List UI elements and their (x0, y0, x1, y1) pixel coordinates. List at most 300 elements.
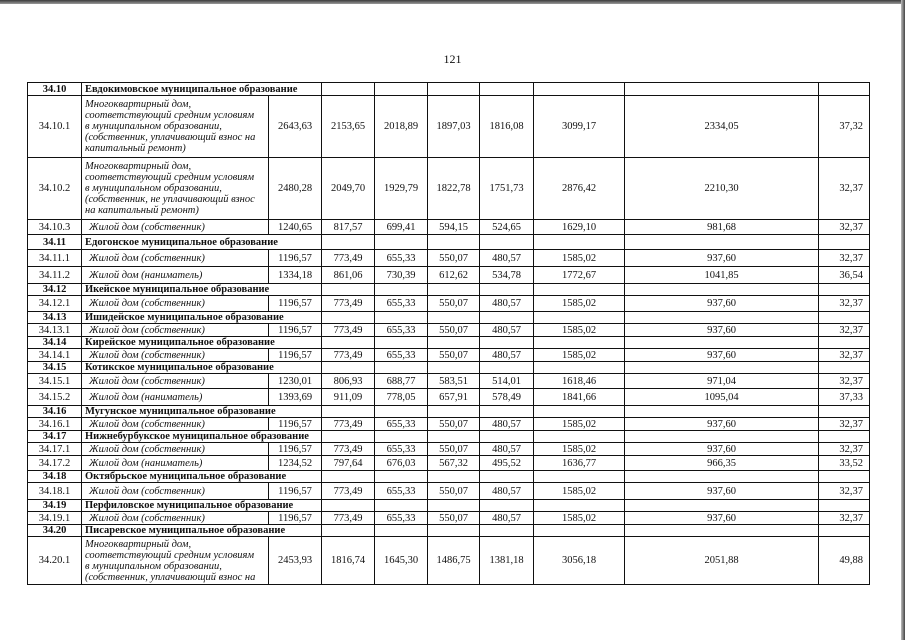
value-cell: 655,33 (375, 418, 428, 431)
section-code: 34.14 (28, 337, 82, 349)
value-cell: 1095,04 (625, 389, 819, 406)
value-cell: 971,04 (625, 374, 819, 389)
value-cell: 1240,65 (269, 220, 322, 235)
empty-cell (534, 525, 625, 537)
value-cell: 1196,57 (269, 418, 322, 431)
description-line: (собственник, не уплачивающий взнос (85, 194, 255, 205)
empty-cell (322, 337, 375, 349)
empty-cell (480, 312, 534, 324)
value-cell: 550,07 (428, 250, 480, 267)
description-line: Жилой дом (собственник) (89, 252, 205, 264)
value-cell: 773,49 (322, 296, 375, 312)
description-line: соответствующий средним условиям (85, 549, 255, 561)
empty-cell (625, 312, 819, 324)
empty-cell (625, 471, 819, 483)
value-cell: 1196,57 (269, 483, 322, 500)
value-cell: 655,33 (375, 443, 428, 456)
description-line: Жилой дом (собственник) (89, 324, 205, 336)
value-cell: 480,57 (480, 349, 534, 362)
value-cell: 2018,89 (375, 96, 428, 158)
empty-cell (534, 83, 625, 96)
value-cell: 1822,78 (428, 158, 480, 220)
row-description (82, 512, 269, 525)
row-description (82, 483, 269, 500)
empty-cell (322, 284, 375, 296)
section-row (28, 525, 870, 537)
value-cell: 1929,79 (375, 158, 428, 220)
section-code: 34.18 (28, 471, 82, 483)
section-title: Икейское муниципальное образование (82, 284, 322, 296)
empty-cell (428, 431, 480, 443)
table-row (28, 349, 870, 362)
row-description (82, 456, 269, 471)
section-code: 34.11 (28, 235, 82, 250)
empty-cell (322, 500, 375, 512)
value-cell: 655,33 (375, 324, 428, 337)
value-cell: 1897,03 (428, 96, 480, 158)
value-cell: 1585,02 (534, 324, 625, 337)
empty-cell (428, 83, 480, 96)
scan-edge-top (0, 0, 905, 4)
section-title: Едогонское муниципальное образование (82, 235, 322, 250)
value-cell: 2480,28 (269, 158, 322, 220)
row-code: 34.14.1 (28, 349, 82, 362)
section-title: Перфиловское муниципальное образование (82, 500, 322, 512)
value-cell: 1234,52 (269, 456, 322, 471)
empty-cell (428, 471, 480, 483)
value-cell: 778,05 (375, 389, 428, 406)
empty-cell (625, 362, 819, 374)
empty-cell (534, 431, 625, 443)
value-cell: 32,37 (819, 296, 870, 312)
empty-cell (428, 337, 480, 349)
value-cell: 676,03 (375, 456, 428, 471)
table-row (28, 389, 870, 406)
value-cell: 550,07 (428, 296, 480, 312)
section-row (28, 406, 870, 418)
value-cell: 594,15 (428, 220, 480, 235)
value-cell: 1196,57 (269, 296, 322, 312)
value-cell: 33,52 (819, 456, 870, 471)
empty-cell (480, 431, 534, 443)
description-line: Жилой дом (собственник) (89, 349, 205, 361)
description-line: в муниципальном образовании, (85, 560, 222, 572)
description-line: Многоквартирный дом, (85, 538, 192, 550)
empty-cell (534, 406, 625, 418)
description-line: на капитальный ремонт) (85, 205, 199, 216)
value-cell: 480,57 (480, 483, 534, 500)
empty-cell (428, 406, 480, 418)
value-cell: 32,37 (819, 512, 870, 525)
value-cell: 3056,18 (534, 537, 625, 585)
empty-cell (625, 525, 819, 537)
row-description (82, 267, 269, 284)
table-row (28, 250, 870, 267)
value-cell: 32,37 (819, 483, 870, 500)
section-row (28, 235, 870, 250)
value-cell: 1334,18 (269, 267, 322, 284)
value-cell: 773,49 (322, 512, 375, 525)
empty-cell (480, 362, 534, 374)
value-cell: 1196,57 (269, 349, 322, 362)
description-line: Многоквартирный дом, (85, 161, 192, 172)
empty-cell (625, 83, 819, 96)
empty-cell (375, 406, 428, 418)
page-number: 121 (443, 52, 462, 66)
value-cell: 2334,05 (625, 96, 819, 158)
value-cell: 655,33 (375, 512, 428, 525)
value-cell: 937,60 (625, 418, 819, 431)
empty-cell (375, 284, 428, 296)
value-cell: 1585,02 (534, 512, 625, 525)
description-line: Жилой дом (наниматель) (89, 269, 203, 281)
empty-cell (819, 525, 870, 537)
empty-cell (375, 312, 428, 324)
value-cell: 524,65 (480, 220, 534, 235)
empty-cell (534, 337, 625, 349)
value-cell: 1585,02 (534, 296, 625, 312)
description-line: Жилой дом (собственник) (89, 443, 205, 455)
table-row (28, 220, 870, 235)
empty-cell (534, 362, 625, 374)
description-line: (собственник, уплачивающий взнос на (85, 132, 256, 143)
empty-cell (819, 471, 870, 483)
value-cell: 2210,30 (625, 158, 819, 220)
value-cell: 36,54 (819, 267, 870, 284)
row-code: 34.10.3 (28, 220, 82, 235)
scan-edge-right (901, 0, 905, 640)
row-code: 34.17.1 (28, 443, 82, 456)
table-row (28, 456, 870, 471)
section-code: 34.13 (28, 312, 82, 324)
section-code: 34.19 (28, 500, 82, 512)
row-description (82, 220, 269, 235)
value-cell: 1585,02 (534, 483, 625, 500)
value-cell: 480,57 (480, 418, 534, 431)
section-title: Евдокимовское муниципальное образование (82, 83, 322, 96)
value-cell: 2643,63 (269, 96, 322, 158)
value-cell: 550,07 (428, 418, 480, 431)
row-code: 34.16.1 (28, 418, 82, 431)
description-line: соответствующий средним условиям (85, 110, 255, 121)
value-cell: 655,33 (375, 349, 428, 362)
value-cell: 688,77 (375, 374, 428, 389)
value-cell: 1381,18 (480, 537, 534, 585)
row-description (82, 418, 269, 431)
row-description (82, 96, 269, 158)
value-cell: 1585,02 (534, 443, 625, 456)
empty-cell (375, 235, 428, 250)
table-row (28, 512, 870, 525)
table-row (28, 418, 870, 431)
empty-cell (375, 525, 428, 537)
value-cell: 1041,85 (625, 267, 819, 284)
value-cell: 2051,88 (625, 537, 819, 585)
section-row (28, 431, 870, 443)
empty-cell (625, 235, 819, 250)
value-cell: 550,07 (428, 324, 480, 337)
empty-cell (625, 431, 819, 443)
value-cell: 534,78 (480, 267, 534, 284)
value-cell: 480,57 (480, 250, 534, 267)
value-cell: 49,88 (819, 537, 870, 585)
section-row (28, 83, 870, 96)
value-cell: 937,60 (625, 443, 819, 456)
description-line: в муниципальном образовании, (85, 121, 222, 132)
value-cell: 583,51 (428, 374, 480, 389)
row-code: 34.15.1 (28, 374, 82, 389)
description-line: Жилой дом (собственник) (89, 512, 205, 524)
section-code: 34.12 (28, 284, 82, 296)
value-cell: 578,49 (480, 389, 534, 406)
row-description (82, 389, 269, 406)
row-code: 34.11.2 (28, 267, 82, 284)
empty-cell (819, 284, 870, 296)
empty-cell (428, 312, 480, 324)
empty-cell (322, 362, 375, 374)
row-code: 34.20.1 (28, 537, 82, 585)
value-cell: 32,37 (819, 349, 870, 362)
empty-cell (480, 525, 534, 537)
row-description (82, 374, 269, 389)
empty-cell (322, 406, 375, 418)
description-line: в муниципальном образовании, (85, 183, 222, 194)
empty-cell (819, 83, 870, 96)
description-line: соответствующий средним условиям (85, 172, 255, 183)
value-cell: 981,68 (625, 220, 819, 235)
value-cell: 514,01 (480, 374, 534, 389)
section-code: 34.10 (28, 83, 82, 96)
value-cell: 1772,67 (534, 267, 625, 284)
value-cell: 773,49 (322, 349, 375, 362)
value-cell: 1196,57 (269, 512, 322, 525)
empty-cell (480, 284, 534, 296)
empty-cell (322, 525, 375, 537)
value-cell: 37,33 (819, 389, 870, 406)
table-row (28, 324, 870, 337)
row-code: 34.10.2 (28, 158, 82, 220)
table-row (28, 296, 870, 312)
empty-cell (534, 471, 625, 483)
description-line: Жилой дом (наниматель) (89, 391, 203, 403)
empty-cell (322, 431, 375, 443)
empty-cell (428, 362, 480, 374)
value-cell: 655,33 (375, 296, 428, 312)
section-code: 34.15 (28, 362, 82, 374)
value-cell: 1486,75 (428, 537, 480, 585)
value-cell: 966,35 (625, 456, 819, 471)
empty-cell (322, 235, 375, 250)
empty-cell (819, 312, 870, 324)
section-title: Мугунское муниципальное образование (82, 406, 322, 418)
description-line: Жилой дом (собственник) (89, 375, 205, 387)
table-body (28, 83, 870, 585)
table-row (28, 483, 870, 500)
empty-cell (480, 500, 534, 512)
value-cell: 937,60 (625, 324, 819, 337)
table-row (28, 374, 870, 389)
description-line: Жилой дом (собственник) (89, 221, 205, 233)
value-cell: 1230,01 (269, 374, 322, 389)
empty-cell (375, 83, 428, 96)
value-cell: 1585,02 (534, 418, 625, 431)
empty-cell (534, 284, 625, 296)
empty-cell (375, 362, 428, 374)
description-line: капитальный ремонт) (85, 143, 186, 154)
value-cell: 817,57 (322, 220, 375, 235)
empty-cell (375, 431, 428, 443)
description-line: Жилой дом (наниматель) (89, 457, 203, 469)
value-cell: 1585,02 (534, 250, 625, 267)
value-cell: 1636,77 (534, 456, 625, 471)
section-title: Кирейское муниципальное образование (82, 337, 322, 349)
value-cell: 32,37 (819, 250, 870, 267)
row-description (82, 349, 269, 362)
value-cell: 1196,57 (269, 250, 322, 267)
row-code: 34.19.1 (28, 512, 82, 525)
value-cell: 480,57 (480, 296, 534, 312)
empty-cell (625, 337, 819, 349)
value-cell: 550,07 (428, 512, 480, 525)
value-cell: 32,37 (819, 158, 870, 220)
empty-cell (819, 362, 870, 374)
value-cell: 773,49 (322, 443, 375, 456)
value-cell: 1751,73 (480, 158, 534, 220)
section-title: Писаревское муниципальное образование (82, 525, 322, 537)
value-cell: 2876,42 (534, 158, 625, 220)
empty-cell (625, 500, 819, 512)
value-cell: 937,60 (625, 250, 819, 267)
value-cell: 37,32 (819, 96, 870, 158)
value-cell: 655,33 (375, 483, 428, 500)
value-cell: 480,57 (480, 512, 534, 525)
value-cell: 1196,57 (269, 324, 322, 337)
value-cell: 2153,65 (322, 96, 375, 158)
value-cell: 550,07 (428, 483, 480, 500)
value-cell: 1618,46 (534, 374, 625, 389)
section-title: Ишидейское муниципальное образование (82, 312, 322, 324)
row-code: 34.12.1 (28, 296, 82, 312)
empty-cell (322, 312, 375, 324)
section-row (28, 471, 870, 483)
empty-cell (375, 500, 428, 512)
table-row (28, 537, 870, 585)
tariff-table (27, 82, 870, 585)
value-cell: 550,07 (428, 349, 480, 362)
value-cell: 657,91 (428, 389, 480, 406)
section-row (28, 362, 870, 374)
empty-cell (819, 406, 870, 418)
value-cell: 797,64 (322, 456, 375, 471)
row-description (82, 537, 269, 585)
value-cell: 32,37 (819, 374, 870, 389)
value-cell: 911,09 (322, 389, 375, 406)
value-cell: 480,57 (480, 443, 534, 456)
value-cell: 806,93 (322, 374, 375, 389)
value-cell: 2453,93 (269, 537, 322, 585)
value-cell: 1645,30 (375, 537, 428, 585)
row-description (82, 158, 269, 220)
empty-cell (625, 284, 819, 296)
empty-cell (428, 500, 480, 512)
value-cell: 773,49 (322, 483, 375, 500)
value-cell: 1585,02 (534, 349, 625, 362)
value-cell: 655,33 (375, 250, 428, 267)
description-line: Жилой дом (собственник) (89, 298, 205, 309)
section-row (28, 337, 870, 349)
value-cell: 937,60 (625, 296, 819, 312)
empty-cell (428, 525, 480, 537)
description-line: (собственник, уплачивающий взнос на (85, 571, 256, 583)
section-title: Октябрьское муниципальное образование (82, 471, 322, 483)
value-cell: 612,62 (428, 267, 480, 284)
value-cell: 699,41 (375, 220, 428, 235)
row-code: 34.18.1 (28, 483, 82, 500)
value-cell: 567,32 (428, 456, 480, 471)
row-code: 34.17.2 (28, 456, 82, 471)
section-title: Нижнебурбукское муниципальное образование (82, 431, 322, 443)
value-cell: 480,57 (480, 324, 534, 337)
value-cell: 773,49 (322, 250, 375, 267)
value-cell: 32,37 (819, 443, 870, 456)
row-description (82, 443, 269, 456)
empty-cell (819, 235, 870, 250)
empty-cell (322, 83, 375, 96)
empty-cell (428, 235, 480, 250)
value-cell: 937,60 (625, 349, 819, 362)
table-row (28, 96, 870, 158)
section-code: 34.16 (28, 406, 82, 418)
table-row (28, 443, 870, 456)
section-row (28, 500, 870, 512)
table-row (28, 158, 870, 220)
row-code: 34.13.1 (28, 324, 82, 337)
table-row (28, 267, 870, 284)
value-cell: 937,60 (625, 512, 819, 525)
section-row (28, 312, 870, 324)
value-cell: 1841,66 (534, 389, 625, 406)
row-code: 34.10.1 (28, 96, 82, 158)
section-code: 34.17 (28, 431, 82, 443)
value-cell: 773,49 (322, 324, 375, 337)
empty-cell (375, 337, 428, 349)
row-code: 34.15.2 (28, 389, 82, 406)
empty-cell (534, 312, 625, 324)
empty-cell (819, 337, 870, 349)
empty-cell (480, 235, 534, 250)
empty-cell (428, 284, 480, 296)
value-cell: 861,06 (322, 267, 375, 284)
value-cell: 773,49 (322, 418, 375, 431)
value-cell: 1196,57 (269, 443, 322, 456)
section-title: Котикское муниципальное образование (82, 362, 322, 374)
row-description (82, 324, 269, 337)
row-description (82, 296, 269, 312)
empty-cell (480, 406, 534, 418)
row-code: 34.11.1 (28, 250, 82, 267)
value-cell: 730,39 (375, 267, 428, 284)
section-code: 34.20 (28, 525, 82, 537)
empty-cell (534, 500, 625, 512)
empty-cell (480, 83, 534, 96)
empty-cell (375, 471, 428, 483)
value-cell: 1816,74 (322, 537, 375, 585)
empty-cell (625, 406, 819, 418)
section-row (28, 284, 870, 296)
value-cell: 32,37 (819, 220, 870, 235)
value-cell: 32,37 (819, 324, 870, 337)
value-cell: 937,60 (625, 483, 819, 500)
